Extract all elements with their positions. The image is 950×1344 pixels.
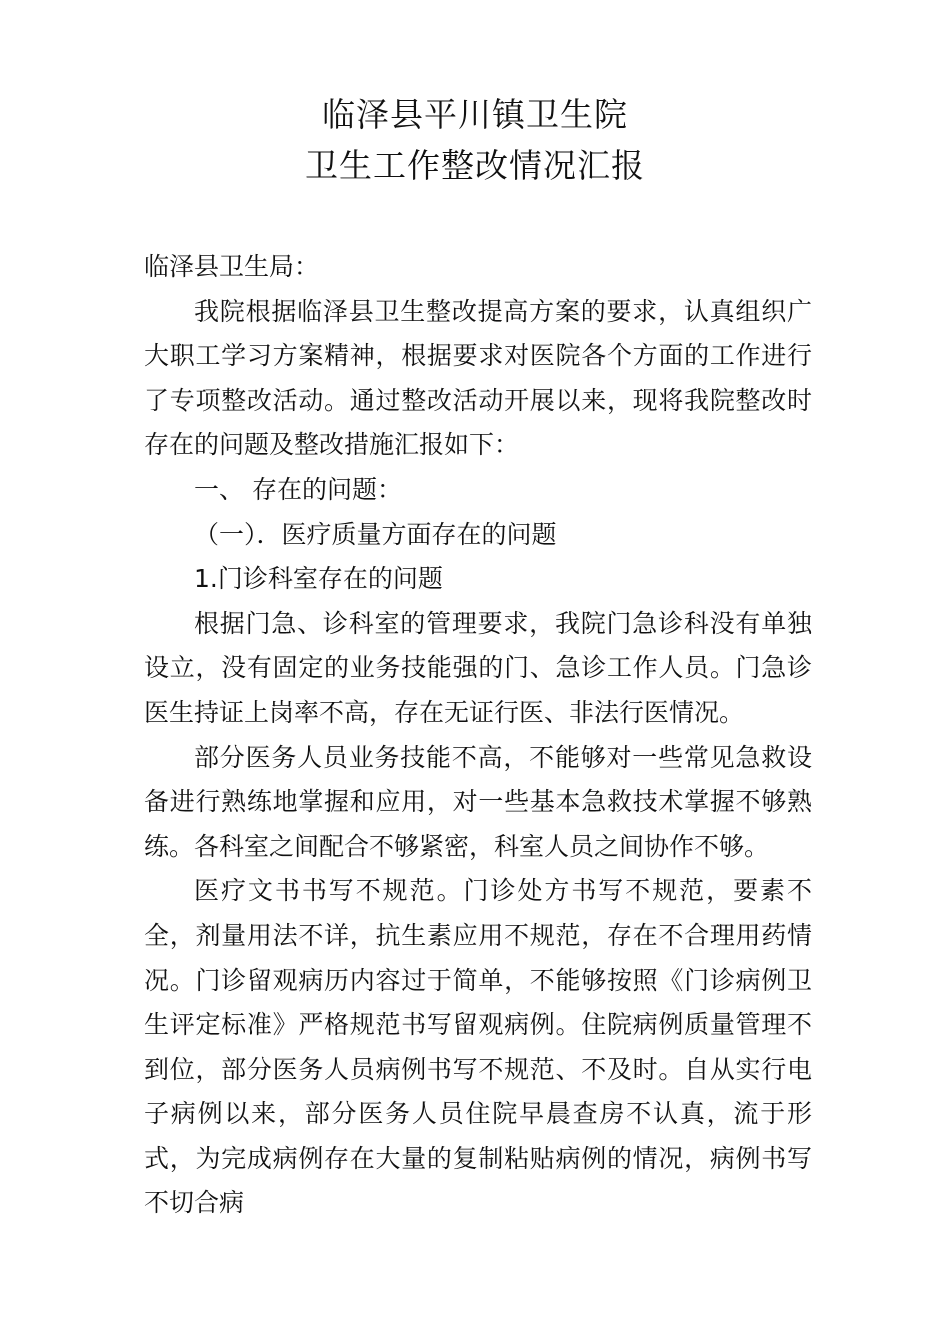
body-paragraph-3: 医疗文书书写不规范。门诊处方书写不规范，要素不全，剂量用法不详，抗生素应用不规范，存在不合理用药情况。门诊留观病历内容过于简单，不能够按照《门诊病例卫生评定标准》严格规范书写留观病例。住院病例质量管理不到位，部分医务人员病例书写不规范、不及时。自从实行电子病例以来，部分医务人员住院早晨查房不认真，流于形式，为完成病例存在大量的复制粘贴病例的情况，病例书写不切合病 — [144, 876, 812, 1218]
document-body — [144, 245, 812, 1226]
document-title-line2: 卫生工作整改情况汇报 — [305, 146, 645, 185]
subsection-heading-1: （一）．医疗质量方面存在的问题 — [194, 519, 557, 549]
item-heading-1: 1.门诊科室存在的问题 — [194, 564, 443, 594]
body-paragraph-2: 部分医务人员业务技能不高，不能够对一些常见急救设备进行熟练地掌握和应用，对一些基本急救技术掌握不够熟练。各科室之间配合不够紧密，科室人员之间协作不够。 — [144, 742, 812, 861]
salutation: 临泽县卫生局： — [144, 252, 320, 281]
document-title-line1: 临泽县平川镇卫生院 — [322, 95, 628, 134]
section-heading-1: 一、 存在的问题： — [194, 474, 402, 504]
intro-paragraph: 我院根据临泽县卫生整改提高方案的要求，认真组织广大职工学习方案精神，根据要求对医院各个方面的工作进行了专项整改活动。通过整改活动开展以来，现将我院整改时存在的问题及整改措施汇报如下： — [144, 296, 812, 460]
body-paragraph-1: 根据门急、诊科室的管理要求，我院门急诊科没有单独设立，没有固定的业务技能强的门、急诊工作人员。门急诊医生持证上岗率不高，存在无证行医、非法行医情况。 — [144, 608, 812, 727]
